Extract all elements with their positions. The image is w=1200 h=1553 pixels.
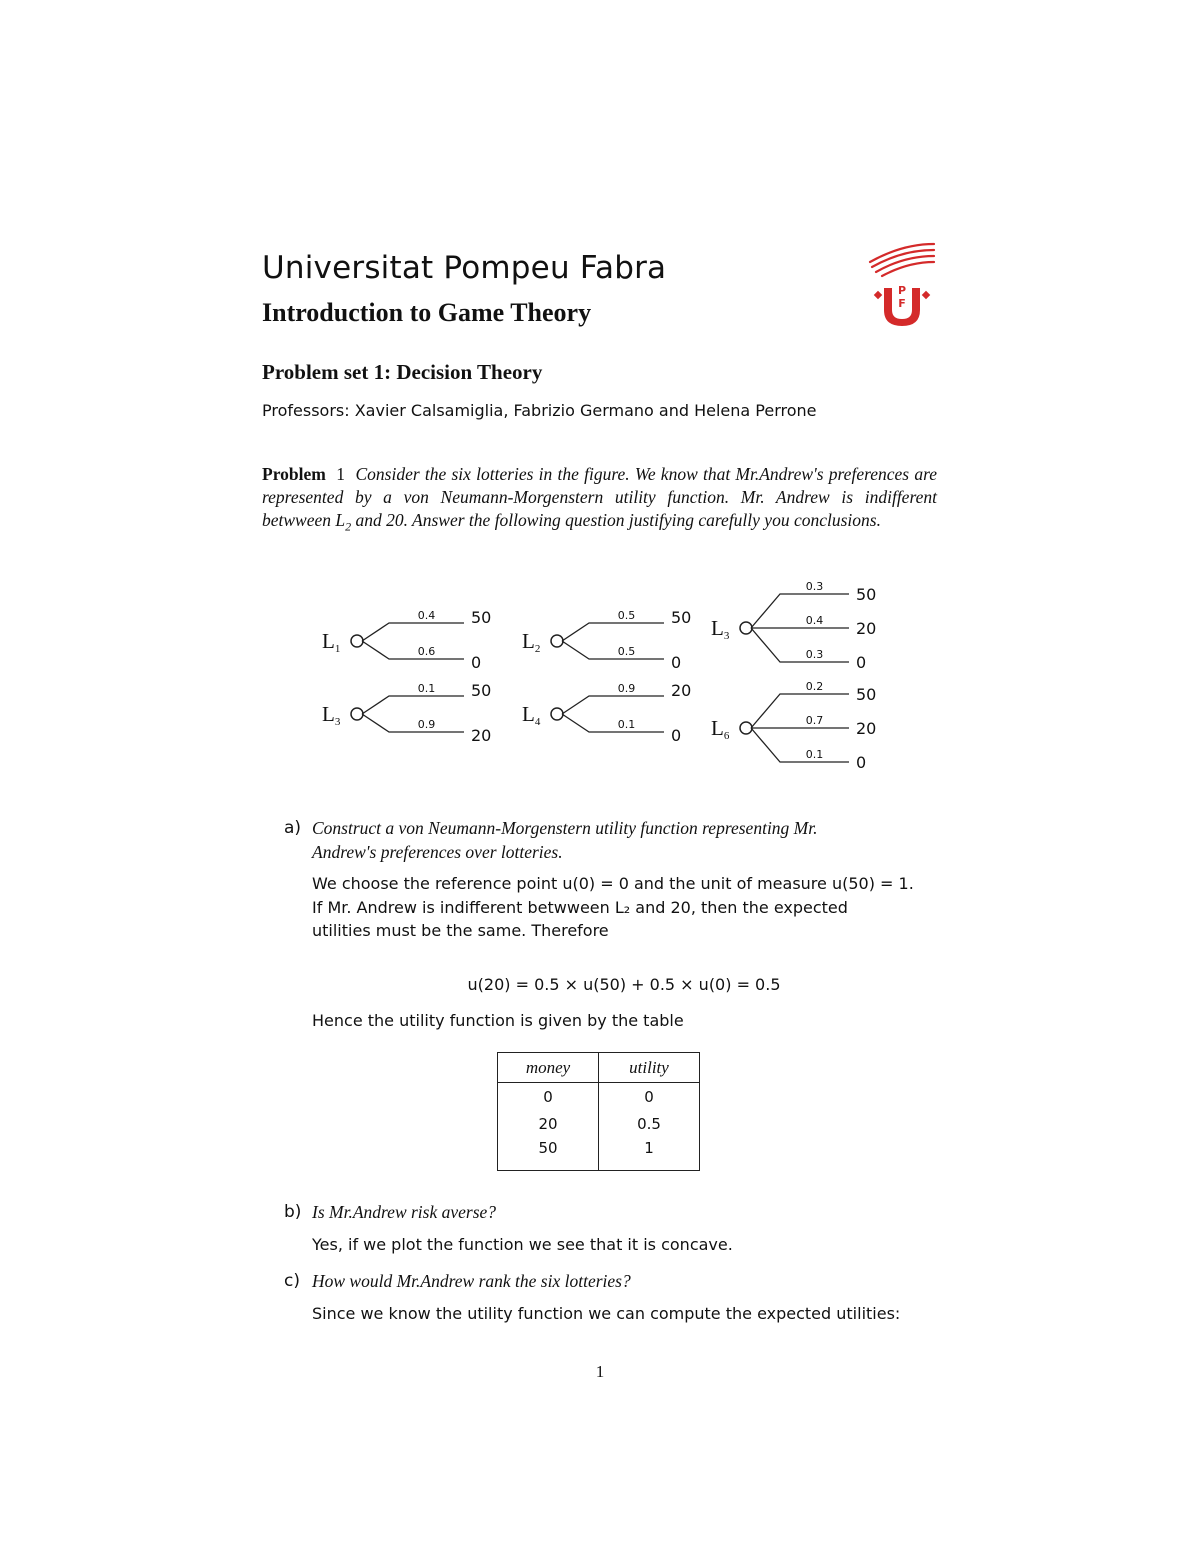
part-c-label: c) — [284, 1271, 300, 1291]
part-c-question: How would Mr.Andrew rank the six lotteries? — [312, 1271, 631, 1291]
branch-probability: 0.4 — [805, 614, 824, 627]
branch-probability: 0.2 — [805, 680, 824, 693]
logo-letter-p: P — [897, 284, 907, 297]
branch-probability: 0.9 — [417, 718, 436, 731]
lottery-branch — [362, 623, 464, 641]
lottery-branch — [751, 594, 849, 628]
table-row — [498, 1110, 700, 1137]
lottery-label-subscript: 3 — [334, 716, 341, 728]
lottery-node — [740, 722, 752, 734]
table-row — [498, 1137, 700, 1171]
lottery-label: L2 — [522, 629, 541, 655]
lottery-node — [740, 622, 752, 634]
table-cell-utility: 0 — [599, 1083, 700, 1111]
part-b-question: Is Mr.Andrew risk averse? — [312, 1202, 497, 1222]
lottery-branch — [362, 714, 464, 732]
utility-equation: u(20) = 0.5 × u(50) + 0.5 × u(0) = 0.5 — [467, 975, 781, 994]
lottery-label-subscript: 2 — [534, 643, 541, 655]
lottery-branch — [751, 628, 849, 662]
branch-outcome: 0 — [671, 726, 682, 745]
problem-statement — [262, 463, 937, 539]
lottery-label-subscript: 4 — [534, 716, 541, 728]
part-a-question-line1: Construct a von Neumann-Morgenstern utility function representing Mr. — [312, 818, 818, 838]
branch-outcome: 50 — [671, 608, 692, 627]
lottery-label: L1 — [322, 629, 341, 655]
problem-label: Problem — [262, 464, 326, 484]
lottery-label-subscript: 1 — [334, 643, 341, 655]
lottery-label: L4 — [522, 702, 541, 728]
lottery-branch — [562, 696, 664, 714]
lottery-node — [551, 635, 563, 647]
problem-set-title: Problem set 1: Decision Theory — [262, 360, 543, 384]
branch-outcome: 50 — [471, 608, 492, 627]
table-cell-money: 0 — [498, 1083, 599, 1111]
lottery-branch — [751, 694, 849, 728]
lottery-label: L3 — [711, 616, 730, 642]
branch-outcome: 0 — [856, 753, 867, 772]
part-a-question-line2: Andrew's preferences over lotteries. — [312, 842, 563, 862]
lottery-branch — [562, 714, 664, 732]
lottery-label-subscript: 6 — [723, 730, 730, 742]
branch-probability: 0.9 — [617, 682, 636, 695]
branch-outcome: 20 — [671, 681, 692, 700]
branch-probability: 0.7 — [805, 714, 824, 727]
course-title: Introduction to Game Theory — [262, 298, 592, 327]
branch-probability: 0.1 — [805, 748, 824, 761]
lottery-node — [551, 708, 563, 720]
branch-outcome: 50 — [471, 681, 492, 700]
lottery-branch — [751, 728, 849, 762]
upf-logo — [862, 240, 942, 335]
part-b-answer: Yes, if we plot the function we see that it is concave. — [312, 1235, 733, 1254]
branch-outcome: 20 — [856, 719, 877, 738]
table-header-money: money — [498, 1053, 599, 1083]
part-a-answer-line2: If Mr. Andrew is indifferent betwween L₂ and 20, then the expected — [312, 898, 848, 917]
branch-probability: 0.3 — [805, 580, 824, 593]
lottery-branch — [362, 641, 464, 659]
lottery-branch — [362, 696, 464, 714]
table-cell-money: 20 — [498, 1110, 599, 1137]
table-header-utility: utility — [599, 1053, 700, 1083]
part-a-answer-line1: We choose the reference point u(0) = 0 and the unit of measure u(50) = 1. — [312, 874, 914, 893]
part-c-answer: Since we know the utility function we can compute the expected utilities: — [312, 1304, 901, 1323]
lottery-label: L6 — [711, 716, 730, 742]
part-a-label: a) — [284, 818, 302, 838]
branch-probability: 0.4 — [417, 609, 436, 622]
professors-line: Professors: Xavier Calsamiglia, Fabrizio Germano and Helena Perrone — [262, 401, 817, 420]
logo-letter-f: F — [898, 297, 906, 310]
lottery-branch — [562, 641, 664, 659]
lottery-trees-figure — [300, 570, 900, 780]
branch-outcome: 20 — [471, 726, 492, 745]
table-cell-money: 50 — [498, 1137, 599, 1171]
branch-outcome: 0 — [671, 653, 682, 672]
branch-probability: 0.1 — [617, 718, 636, 731]
lottery-node — [351, 708, 363, 720]
table-header-row — [498, 1053, 700, 1083]
part-b-label: b) — [284, 1202, 302, 1222]
part-a-answer-line4: Hence the utility function is given by the table — [312, 1011, 684, 1030]
problem-text-subscript: 2 — [345, 519, 352, 534]
branch-probability: 0.3 — [805, 648, 824, 661]
problem-text-end: and 20. Answer the following question justifying carefully you conclusions. — [351, 510, 881, 530]
part-a-answer-line3: utilities must be the same. Therefore — [312, 921, 609, 940]
table-cell-utility: 1 — [599, 1137, 700, 1171]
branch-outcome: 50 — [856, 685, 877, 704]
table-cell-utility: 0.5 — [599, 1110, 700, 1137]
problem-text: Consider the six lotteries in the figure. We know that Mr.Andrew's preferences are represented by a von Neumann-Morgenstern utility function. Mr. Andrew is indifferent betwween L — [262, 464, 938, 530]
lottery-node — [351, 635, 363, 647]
branch-probability: 0.1 — [417, 682, 436, 695]
utility-table — [497, 1052, 700, 1171]
branch-outcome: 50 — [856, 585, 877, 604]
branch-outcome: 20 — [856, 619, 877, 638]
branch-outcome: 0 — [471, 653, 482, 672]
branch-probability: 0.5 — [617, 609, 636, 622]
lottery-label: L3 — [322, 702, 341, 728]
page-number: 1 — [595, 1362, 605, 1381]
branch-outcome: 0 — [856, 653, 867, 672]
lottery-label-subscript: 3 — [723, 630, 730, 642]
branch-probability: 0.6 — [417, 645, 436, 658]
branch-probability: 0.5 — [617, 645, 636, 658]
problem-number: 1 — [336, 464, 346, 484]
university-name: Universitat Pompeu Fabra — [262, 250, 667, 286]
table-row — [498, 1083, 700, 1111]
lottery-branch — [562, 623, 664, 641]
